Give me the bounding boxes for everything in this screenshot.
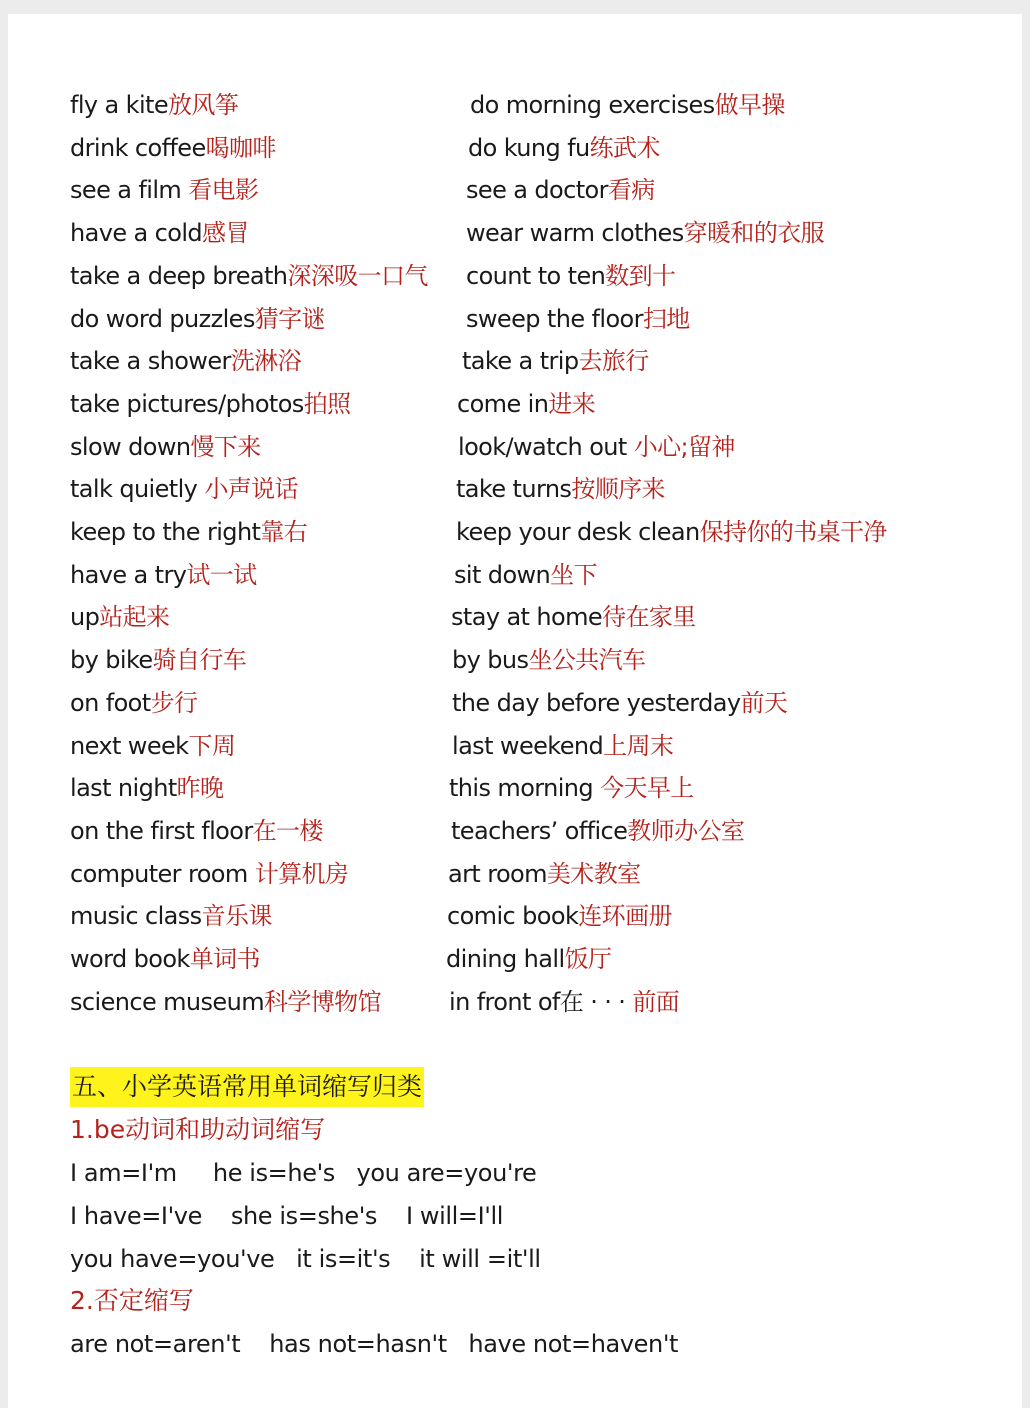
phrase-left (70, 810, 323, 853)
phrase-right (448, 853, 641, 896)
phrase-english: last night (70, 774, 177, 803)
phrase-english: take pictures/photos (70, 389, 304, 418)
phrase-row (8, 212, 1022, 255)
phrase-chinese: 试一试 (186, 560, 257, 589)
contraction-line: I am=I'm he is=he's you are=you're (70, 1159, 537, 1187)
phrase-left (70, 468, 298, 511)
phrase-chinese: 美术教室 (546, 859, 641, 888)
phrase-english: on foot (70, 688, 151, 717)
phrase-english: word book (70, 945, 190, 973)
phrase-english: teachers’ office (451, 816, 628, 845)
phrase-english: have a cold (70, 219, 203, 248)
phrase-english: art room (448, 859, 547, 888)
phrase-row (8, 127, 1022, 170)
phrase-left (70, 596, 169, 639)
phrase-right (452, 682, 787, 725)
phrase-chinese: 连环画册 (578, 902, 672, 931)
phrase-english: take a trip (462, 347, 579, 376)
phrase-english: sweep the floor (466, 304, 643, 333)
phrase-english: do morning exercises (470, 91, 715, 119)
phrase-chinese: 放风筝 (168, 91, 239, 119)
phrase-right (449, 767, 694, 810)
phrase-chinese: 练武术 (589, 133, 660, 162)
phrase-chinese: 音乐课 (201, 902, 272, 931)
phrase-chinese: 数到十 (605, 261, 676, 290)
phrase-left (70, 212, 249, 255)
phrase-chinese: 骑自行车 (152, 646, 247, 675)
phrase-right (457, 383, 595, 426)
phrase-right (462, 340, 649, 383)
subheading-be-verbs: 1.be动词和助动词缩写 (70, 1115, 326, 1144)
phrase-left (70, 426, 261, 469)
phrase-right (456, 468, 665, 511)
phrase-row (8, 468, 1022, 511)
phrase-chinese: 看电影 (188, 176, 259, 205)
phrase-chinese: 做早操 (714, 91, 785, 119)
phrase-left (70, 84, 238, 127)
phrase-chinese: 猜字谜 (254, 304, 325, 333)
phrase-english: fly a kite (70, 91, 169, 119)
phrase-left (70, 298, 325, 341)
phrase-chinese: 拍照 (303, 389, 351, 418)
phrase-chinese: 步行 (150, 688, 198, 717)
phrase-chinese: 饭厅 (564, 945, 612, 973)
contraction-line: are not=aren't has not=hasn't have not=haven't (70, 1330, 679, 1358)
phrase-english: see a film (70, 176, 189, 205)
phrase-left (70, 938, 260, 981)
phrase-right (466, 212, 824, 255)
phrase-english: have a try (70, 560, 187, 589)
phrase-chinese: 前天 (740, 688, 788, 717)
phrase-row (8, 255, 1022, 298)
phrase-chinese: 感冒 (202, 219, 249, 248)
phrase-left (70, 511, 307, 554)
phrase-english: this morning (449, 774, 601, 803)
phrase-chinese: 穿暖和的衣服 (683, 219, 825, 248)
phrase-right (458, 426, 735, 469)
phrase-english: wear warm clothes (466, 219, 684, 248)
phrase-chinese: 小心;留神 (633, 432, 735, 461)
phrase-row (8, 84, 1022, 127)
phrase-english: science museum (70, 987, 264, 1016)
phrase-right (452, 639, 645, 682)
phrase-left (70, 981, 381, 1024)
phrase-row (8, 853, 1022, 896)
phrase-chinese: 教师办公室 (627, 816, 745, 845)
phrase-english: do word puzzles (70, 304, 255, 333)
phrase-left (70, 682, 197, 725)
phrase-english: come in (457, 389, 549, 418)
phrase-left (70, 340, 301, 383)
phrase-right (456, 511, 887, 554)
phrase-english: see a doctor (466, 176, 608, 205)
phrase-row (8, 981, 1022, 1024)
phrase-chinese: 今天早上 (600, 774, 694, 803)
phrase-english: on the first floor (70, 816, 253, 845)
phrase-row (8, 682, 1022, 725)
phrase-english: count to ten (466, 261, 606, 290)
phrase-chinese: 慢下来 (190, 432, 261, 461)
phrase-row (8, 426, 1022, 469)
phrase-chinese: 小声说话 (204, 475, 298, 504)
subheading-negative: 2.否定缩写 (70, 1286, 194, 1315)
phrase-row (8, 383, 1022, 426)
phrase-chinese: 待在家里 (602, 603, 696, 632)
phrase-chinese: 保持你的书桌干净 (699, 518, 887, 546)
phrase-row (8, 511, 1022, 554)
phrase-english: keep your desk clean (456, 518, 700, 546)
phrase-right (468, 127, 660, 170)
phrase-left (70, 383, 351, 426)
phrase-row (8, 340, 1022, 383)
phrase-english: in front of在 · · · (449, 987, 633, 1016)
phrase-row (8, 810, 1022, 853)
phrase-english: by bus (452, 646, 529, 675)
phrase-chinese: 单词书 (189, 945, 260, 973)
phrase-right (454, 554, 597, 597)
contraction-line: I have=I've she is=she's I will=I'll (70, 1202, 504, 1230)
phrase-left (70, 255, 428, 298)
phrase-chinese: 看病 (607, 176, 655, 205)
phrase-english: drink coffee (70, 133, 206, 162)
phrase-chinese: 去旅行 (578, 347, 649, 376)
phrase-english: look/watch out (458, 432, 634, 461)
phrase-row (8, 596, 1022, 639)
phrase-chinese: 扫地 (642, 304, 690, 333)
phrase-left (70, 895, 272, 938)
phrase-english: take a deep breath (70, 261, 288, 290)
phrase-english: last weekend (452, 731, 604, 760)
phrase-left (70, 767, 223, 810)
phrase-chinese: 计算机房 (254, 859, 349, 888)
phrase-chinese: 进来 (548, 389, 596, 418)
phrase-left (70, 554, 257, 597)
phrase-english: take a shower (70, 347, 231, 376)
contraction-line: you have=you've it is=it's it will =it'll (70, 1245, 541, 1273)
phrase-english: up (70, 603, 100, 632)
phrase-row (8, 298, 1022, 341)
phrase-english: the day before yesterday (452, 688, 741, 717)
phrase-english: take turns (456, 475, 572, 504)
phrase-row (8, 725, 1022, 768)
phrase-right (466, 169, 655, 212)
phrase-chinese: 上周末 (603, 731, 674, 760)
phrase-english: do kung fu (468, 133, 590, 162)
phrase-chinese: 靠右 (260, 518, 308, 546)
phrase-chinese: 在一楼 (252, 816, 323, 845)
phrase-english: stay at home (451, 603, 603, 632)
phrase-chinese: 站起来 (99, 603, 170, 632)
phrase-chinese: 喝咖啡 (205, 133, 276, 162)
phrase-chinese: 深深吸一口气 (287, 261, 428, 290)
phrase-english: keep to the right (70, 518, 261, 546)
phrase-row (8, 554, 1022, 597)
phrase-row (8, 169, 1022, 212)
phrase-right (446, 938, 611, 981)
phrase-right (466, 298, 690, 341)
phrase-right (451, 596, 696, 639)
phrase-row (8, 895, 1022, 938)
phrase-chinese: 科学博物馆 (263, 987, 381, 1016)
document-page (8, 14, 1022, 1408)
phrase-english: by bike (70, 646, 153, 675)
phrase-chinese: 下周 (188, 731, 236, 760)
phrase-chinese: 坐下 (550, 560, 597, 589)
phrase-english: talk quietly (70, 475, 205, 504)
phrase-english: slow down (70, 432, 191, 461)
phrase-chinese: 前面 (632, 987, 680, 1016)
phrase-left (70, 639, 246, 682)
phrase-chinese: 洗淋浴 (230, 347, 301, 376)
phrase-row (8, 938, 1022, 981)
phrase-english: computer room (70, 859, 255, 888)
phrase-right (447, 895, 672, 938)
phrase-right (470, 84, 785, 127)
phrase-right (449, 981, 679, 1024)
phrase-english: comic book (447, 902, 579, 931)
phrase-english: dining hall (446, 945, 565, 973)
phrase-chinese: 昨晚 (176, 774, 224, 803)
phrase-row (8, 767, 1022, 810)
phrase-left (70, 169, 258, 212)
phrase-row (8, 639, 1022, 682)
phrase-right (466, 255, 675, 298)
phrase-chinese: 按顺序来 (571, 475, 665, 504)
phrase-right (452, 725, 673, 768)
phrase-english: music class (70, 902, 202, 931)
phrase-left (70, 853, 348, 896)
phrase-chinese: 坐公共汽车 (528, 646, 646, 675)
phrase-left (70, 725, 235, 768)
phrase-left (70, 127, 276, 170)
phrase-right (451, 810, 744, 853)
phrase-english: next week (70, 731, 189, 760)
phrase-english: sit down (454, 560, 551, 589)
section-heading: 五、小学英语常用单词缩写归类 (70, 1067, 424, 1107)
